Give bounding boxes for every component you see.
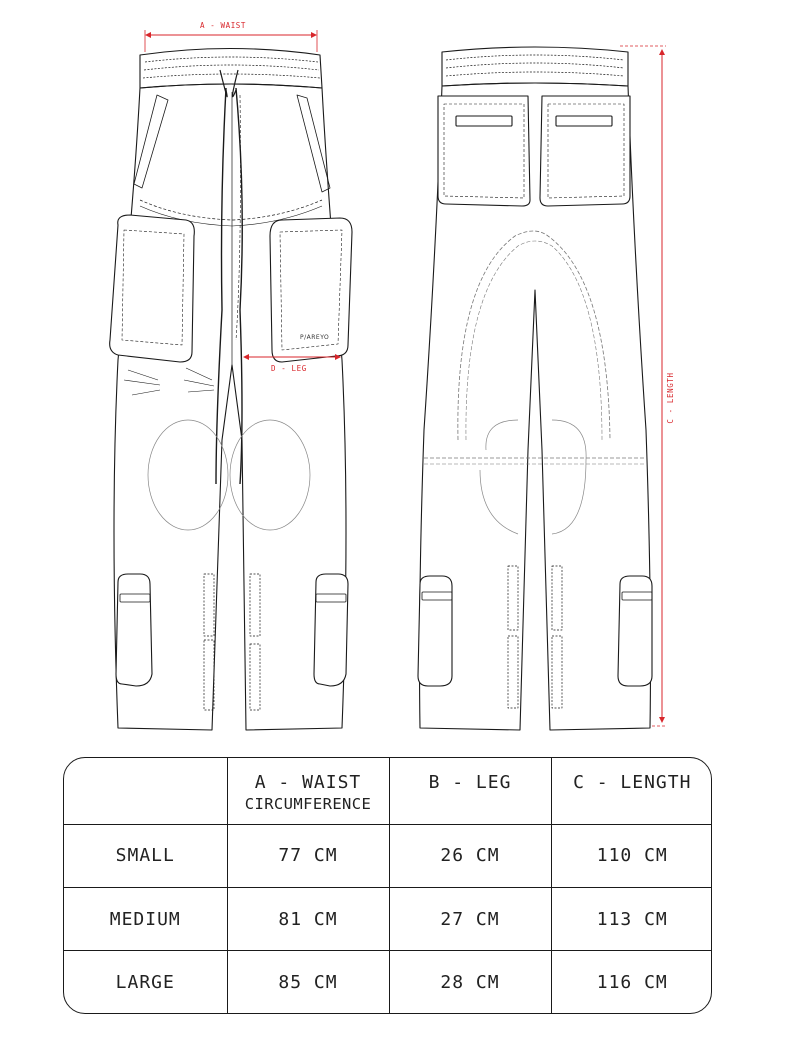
length-cell: 110 CM — [551, 824, 712, 887]
size-chart-table — [63, 757, 712, 1014]
table-row — [64, 887, 712, 950]
front-left-lower-pocket — [116, 574, 152, 686]
header-length-title: C - LENGTH — [573, 772, 692, 793]
length-label: C - LENGTH — [666, 372, 675, 424]
header-cell-empty — [64, 758, 227, 824]
back-right-lower-pocket — [618, 576, 652, 686]
header-cell-length — [551, 758, 712, 824]
back-left-pocket — [438, 96, 530, 206]
front-left-hem-zip — [204, 574, 214, 636]
waist-cell: 81 CM — [227, 887, 389, 950]
table-row — [64, 951, 712, 1013]
table-row — [64, 824, 712, 887]
leg-cell: 28 CM — [389, 951, 551, 1013]
back-knee-patch — [480, 420, 586, 534]
waist-cell: 77 CM — [227, 824, 389, 887]
size-cell: SMALL — [64, 824, 227, 887]
leg-label: D - LEG — [271, 364, 307, 373]
header-cell-leg — [389, 758, 551, 824]
header-waist-title: A - WAIST — [254, 772, 362, 793]
header-leg-title: B - LEG — [428, 772, 512, 793]
waist-cell: 85 CM — [227, 951, 389, 1013]
front-drawstring-right — [236, 88, 242, 484]
table-header-row — [64, 758, 712, 824]
front-right-hem-zip — [250, 574, 260, 636]
leg-cell: 26 CM — [389, 824, 551, 887]
header-cell-waist — [227, 758, 389, 824]
back-view — [418, 47, 652, 730]
front-waistband — [140, 49, 322, 89]
front-view — [110, 49, 352, 731]
length-cell: 116 CM — [551, 951, 712, 1013]
brand-logo: P/AREYO — [300, 334, 330, 341]
front-right-lower-pocket — [314, 574, 348, 686]
back-right-pocket — [540, 96, 630, 206]
leg-cell: 27 CM — [389, 887, 551, 950]
back-waistband — [442, 47, 628, 86]
waist-label: A - WAIST — [200, 21, 247, 30]
back-left-lower-pocket — [418, 576, 452, 686]
header-waist-sub: CIRCUMFERENCE — [244, 795, 372, 813]
size-cell: MEDIUM — [64, 887, 227, 950]
length-cell: 113 CM — [551, 887, 712, 950]
size-cell: LARGE — [64, 951, 227, 1013]
